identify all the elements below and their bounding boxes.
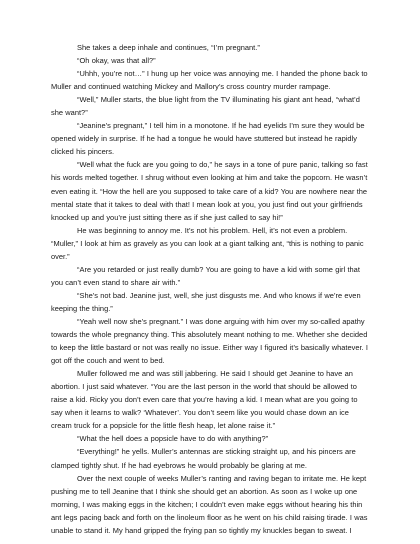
paragraph: “What the hell does a popsicle have to do with anything?” (77, 434, 269, 444)
paragraph: “Everything!” he yells. Muller’s antennas are sticking straight up, and his pincers are clamped tightly shut. If he had eyebrows he would probably be glaring at me. (51, 447, 356, 470)
paragraph: “Yeah well now she’s pregnant.” I was done arguing with him over my so-called apathy towards the whole pregnancy thing. This absolutely meant nothing to me. Whether she decided to keep the little bastard or not was really no issue. Either way I figured it’s basically whatever. I got off the couch and went to bed. (51, 316, 369, 366)
paragraph: Over the next couple of weeks Muller’s ranting and raving began to irritate me. He kept pushing me to tell Jeanine that I think she should get an abortion. As soon as I woke up one morning, I was making eggs in the kitchen; I couldn’t even make eggs without hearing his thin ant legs pacing back and forth on the linoleum floor as he went on his child raising tirade. I was unable to stand it. My hand gripped the frying pan so tightly my knuckles began to sweat. I (51, 473, 368, 535)
paragraph: She takes a deep inhale and continues, “I’m pregnant.” (77, 43, 260, 52)
paragraph: “Oh okay, was that all?” (77, 56, 156, 66)
paragraph: “Are you retarded or just really dumb? You are going to have a kid with some girl that you can’t even stand to share air with.” (51, 264, 360, 287)
paragraph: “She’s not bad. Jeanine just, well, she just disgusts me. And who knows if we’re even keeping the thing.” (51, 290, 361, 313)
paragraph: He was beginning to annoy me. It’s not his problem. Hell, it’s not even a problem. “Muller,” I look at him as gravely as you can look at a giant talking ant, “this is nothing to panic over.” (51, 225, 364, 261)
paragraph: “Jeanine’s pregnant,” I tell him in a monotone. If he had eyelids I’m sure they would be opened widely in surprise. If he had a tongue he would have stuttered but instead he rapidly clicked his pincers. (51, 121, 365, 157)
paragraph: “Uhhh, you’re not…” I hung up her voice was annoying me. I handed the phone back to Muller and continued watching Mickey and Mallory’s cross country murder rampage. (51, 69, 368, 92)
paragraph: “Well,” Muller starts, the blue light from the TV illuminating his giant ant head, “what’d she want?” (51, 95, 360, 118)
paragraph: “Well what the fuck are you going to do,” he says in a tone of pure panic, talking so fast his words melted together. I shrug without even looking at him and take the popcorn. He wasn’t even eating it. “How the hell are you supposed to take care of a kid? You are nowhere near the mental state that it takes to deal with that! I mean look at you, you just find out your girlfriends knocked up and you’re just sitting there as if she just called to say hi!” (51, 160, 368, 222)
paragraph: Muller followed me and was still jabbering. He said I should get Jeanine to have an abortion. I just said whatever. “You are the last person in the world that should be allowed to raise a kid. Ricky you don’t even care that you’re having a kid. I mean what are you going to say when it learns to walk? ‘Whatever’. You don’t seem like you would chase down an ice cream truck for a popsicle for the little flesh heap, let alone raise it.” (51, 369, 358, 431)
